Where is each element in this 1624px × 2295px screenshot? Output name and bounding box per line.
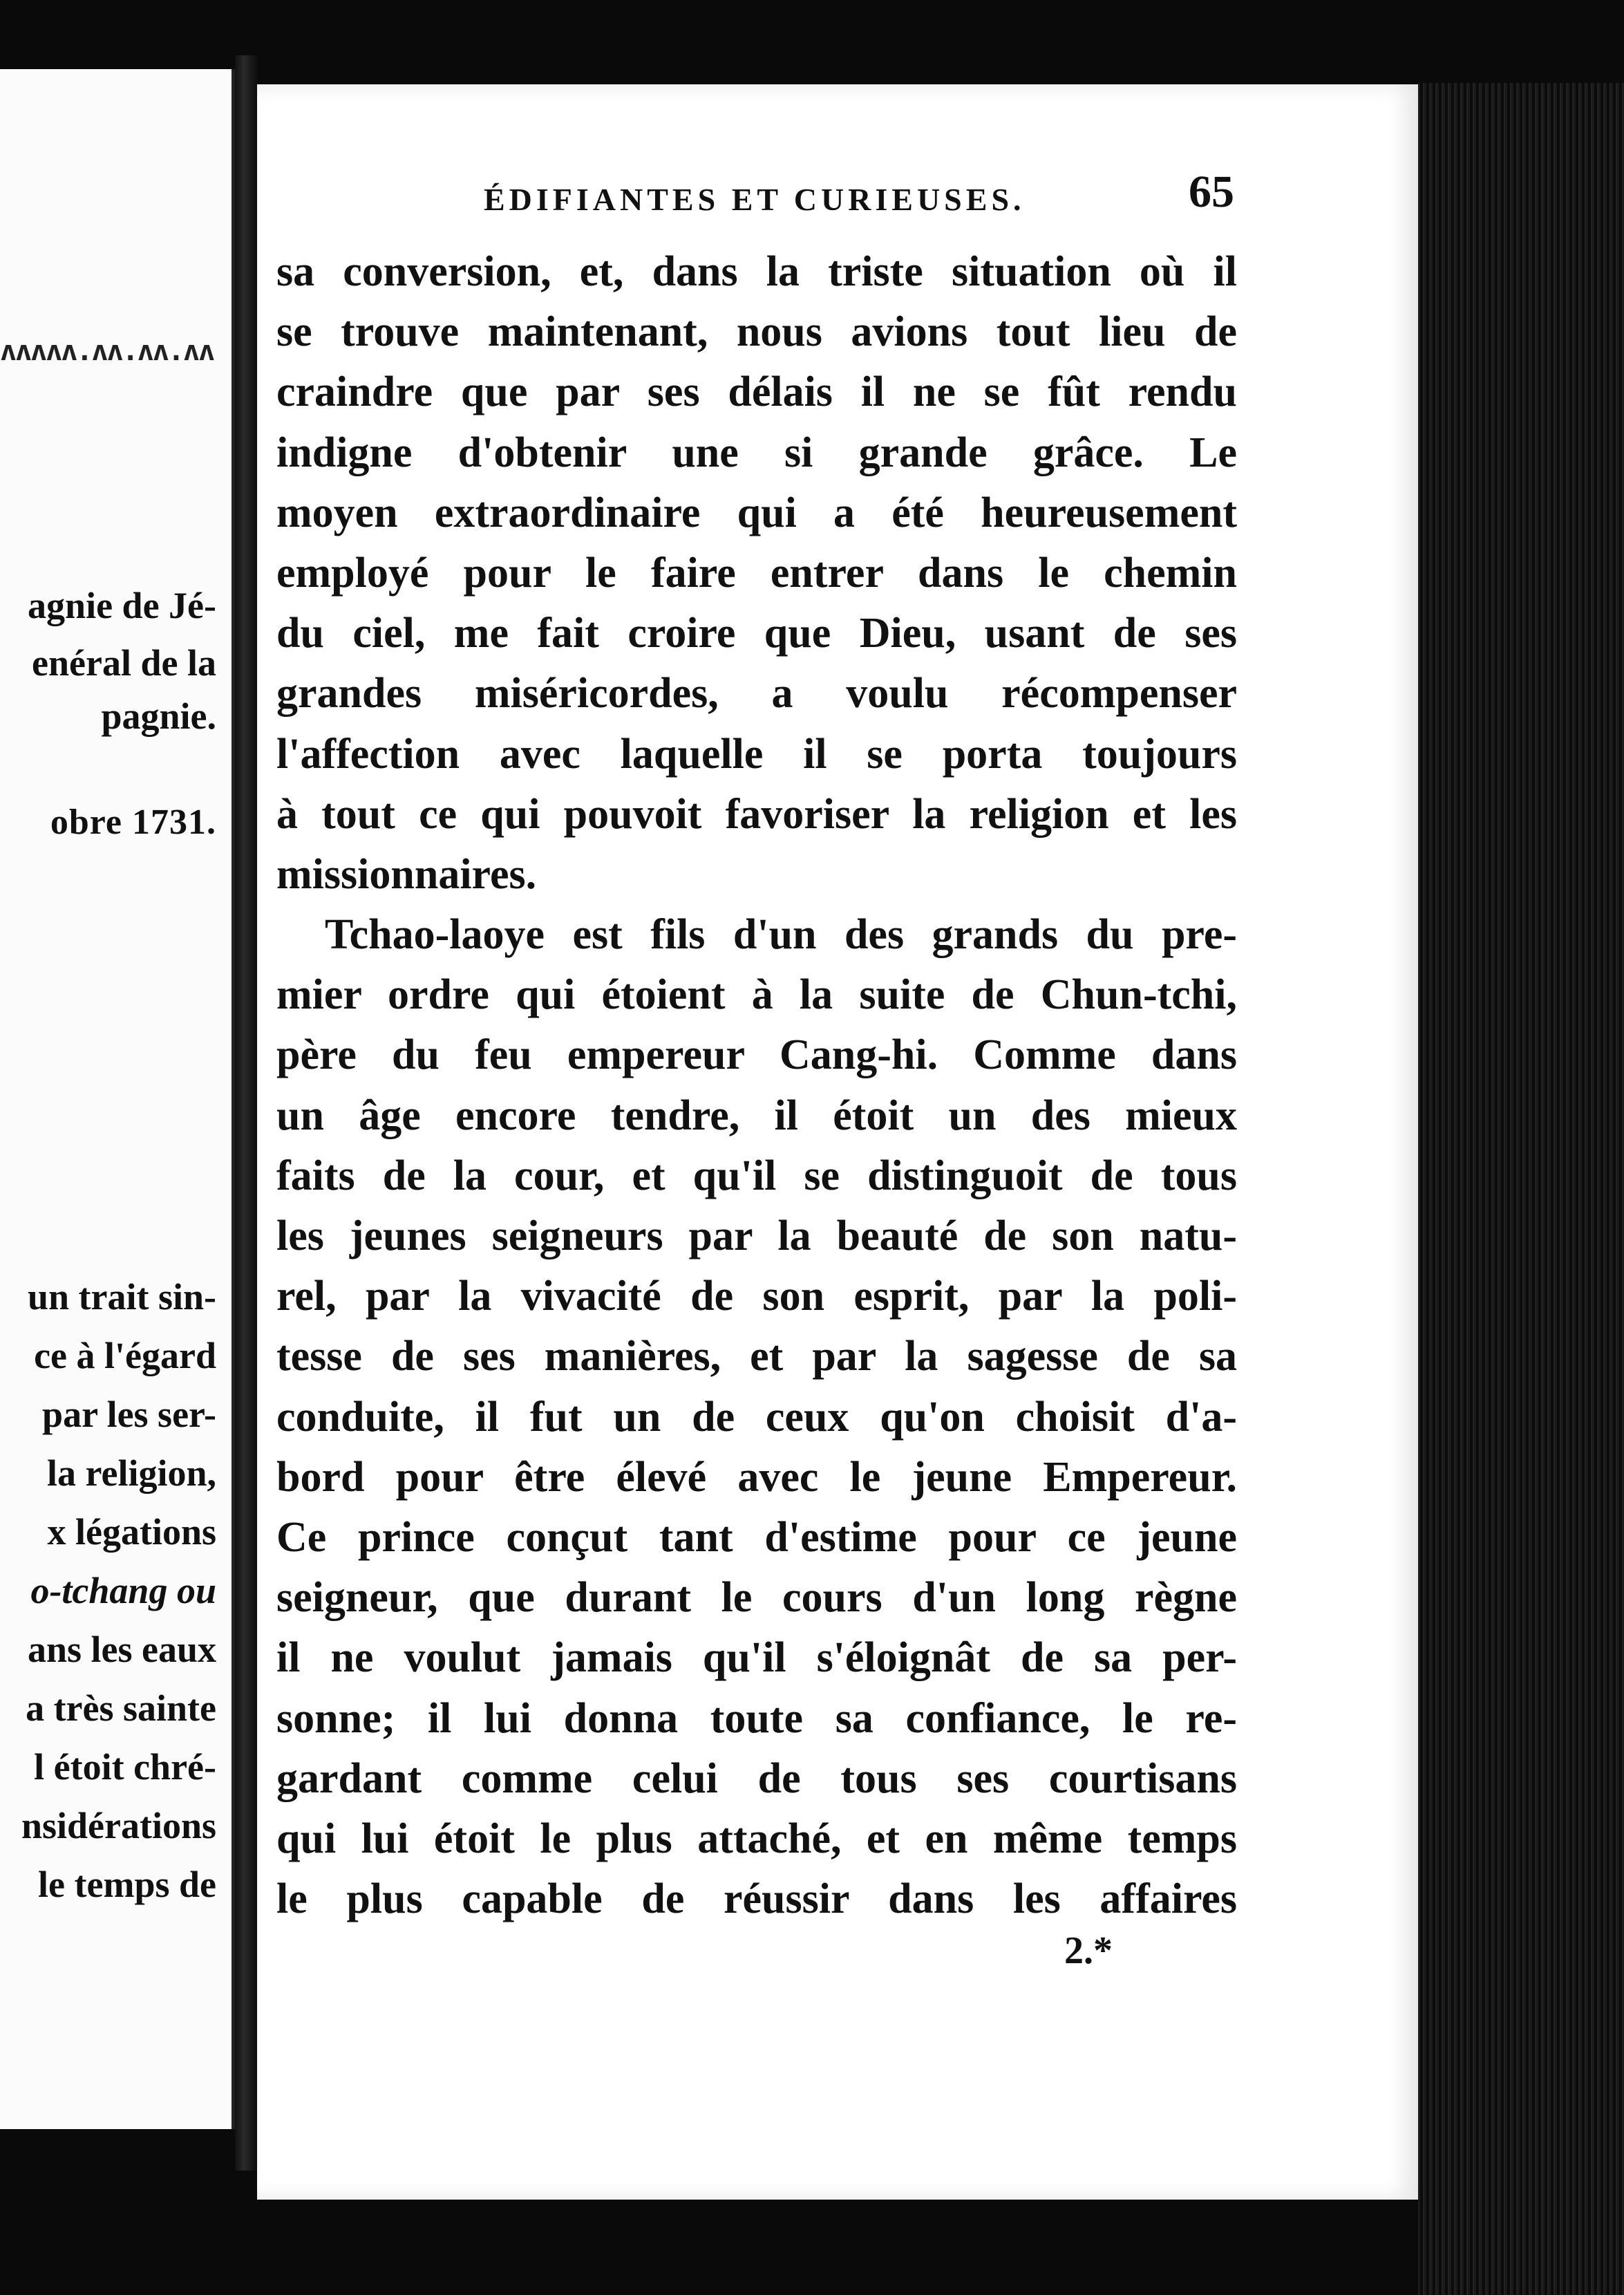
text-line: moyen extraordinaire qui a été heureusement [276, 489, 1237, 536]
book-gutter [235, 55, 257, 2171]
text-line: mier ordre qui étoient à la suite de Chun-tchi, [276, 971, 1237, 1019]
text-line: gardant comme celui de tous ses courtisans [276, 1754, 1237, 1802]
left-page-line: l étoit chré- [34, 1746, 216, 1788]
text-line: le plus capable de réussir dans les affaires [276, 1875, 1237, 1923]
text-line: indigne d'obtenir une si grande grâce. Le [276, 429, 1237, 476]
left-page-line: le temps de [38, 1864, 216, 1905]
text-line: il ne voulut jamais qu'il s'éloignât de sa per- [276, 1634, 1237, 1682]
left-page-line: pagnie. [101, 695, 216, 737]
signature-mark: 2.* [1064, 1929, 1113, 1972]
left-page-line: o-tchang ou [30, 1570, 216, 1611]
text-line: Ce prince conçut tant d'estime pour ce jeune [276, 1513, 1237, 1561]
text-line: missionnaires. [276, 850, 537, 898]
text-line: sonne; il lui donna toute sa confiance, le re- [276, 1694, 1237, 1742]
text-line: Tchao-laoye est fils d'un des grands du pre- [325, 911, 1237, 959]
text-line: seigneur, que durant le cours d'un long règne [276, 1574, 1237, 1622]
text-line: bord pour être élevé avec le jeune Empereur. [276, 1453, 1237, 1501]
page-edges [1418, 83, 1624, 2295]
text-line: qui lui étoit le plus attaché, et en même temps [276, 1815, 1237, 1862]
left-page-line: a très sainte [26, 1687, 216, 1729]
text-line: tesse de ses manières, et par la sagesse de sa [276, 1333, 1237, 1380]
left-page-line: un trait sin- [27, 1276, 216, 1318]
text-line: employé pour le faire entrer dans le chemin [276, 549, 1237, 597]
left-page-line: la religion, [46, 1452, 216, 1494]
text-line: à tout ce qui pouvoit favoriser la religion et les [276, 790, 1237, 838]
page-number: 65 [1189, 167, 1234, 217]
text-line: se trouve maintenant, nous avions tout lieu de [276, 308, 1237, 356]
text-line: du ciel, me fait croire que Dieu, usant de ses [276, 610, 1237, 657]
text-line: les jeunes seigneurs par la beauté de son natu- [276, 1212, 1237, 1259]
text-line: craindre que par ses délais il ne se fût rendu [276, 368, 1237, 416]
left-page-line: enéral de la [32, 642, 216, 684]
left-page-date: obre 1731. [50, 803, 216, 842]
ornamental-rule: ʌʌʌʌʌ.ʌʌ.ʌʌ.ʌʌ [0, 335, 214, 367]
text-line: père du feu empereur Cang-hi. Comme dans [276, 1031, 1237, 1079]
running-head: ÉDIFIANTES ET CURIEUSES. [484, 182, 1026, 217]
left-page-line: agnie de Jé- [28, 585, 216, 626]
left-page-line: nsidérations [21, 1805, 216, 1846]
left-page-line: x légations [47, 1511, 216, 1553]
text-line: grandes miséricordes, a voulu récompenser [276, 670, 1237, 718]
text-line: l'affection avec laquelle il se porta toujours [276, 730, 1237, 778]
text-line: un âge encore tendre, il étoit un des mieux [276, 1092, 1237, 1139]
text-line: faits de la cour, et qu'il se distinguoit de tous [276, 1152, 1237, 1199]
text-line: rel, par la vivacité de son esprit, par la poli- [276, 1273, 1237, 1320]
left-page [0, 69, 236, 2129]
text-line: sa conversion, et, dans la triste situation où il [276, 248, 1237, 295]
left-page-line: par les ser- [42, 1394, 216, 1435]
body-text [276, 242, 1237, 1929]
left-page-line: ce à l'égard [34, 1335, 216, 1376]
text-line: conduite, il fut un de ceux qu'on choisit d'a- [276, 1393, 1237, 1441]
left-page-line: ans les eaux [27, 1629, 216, 1670]
